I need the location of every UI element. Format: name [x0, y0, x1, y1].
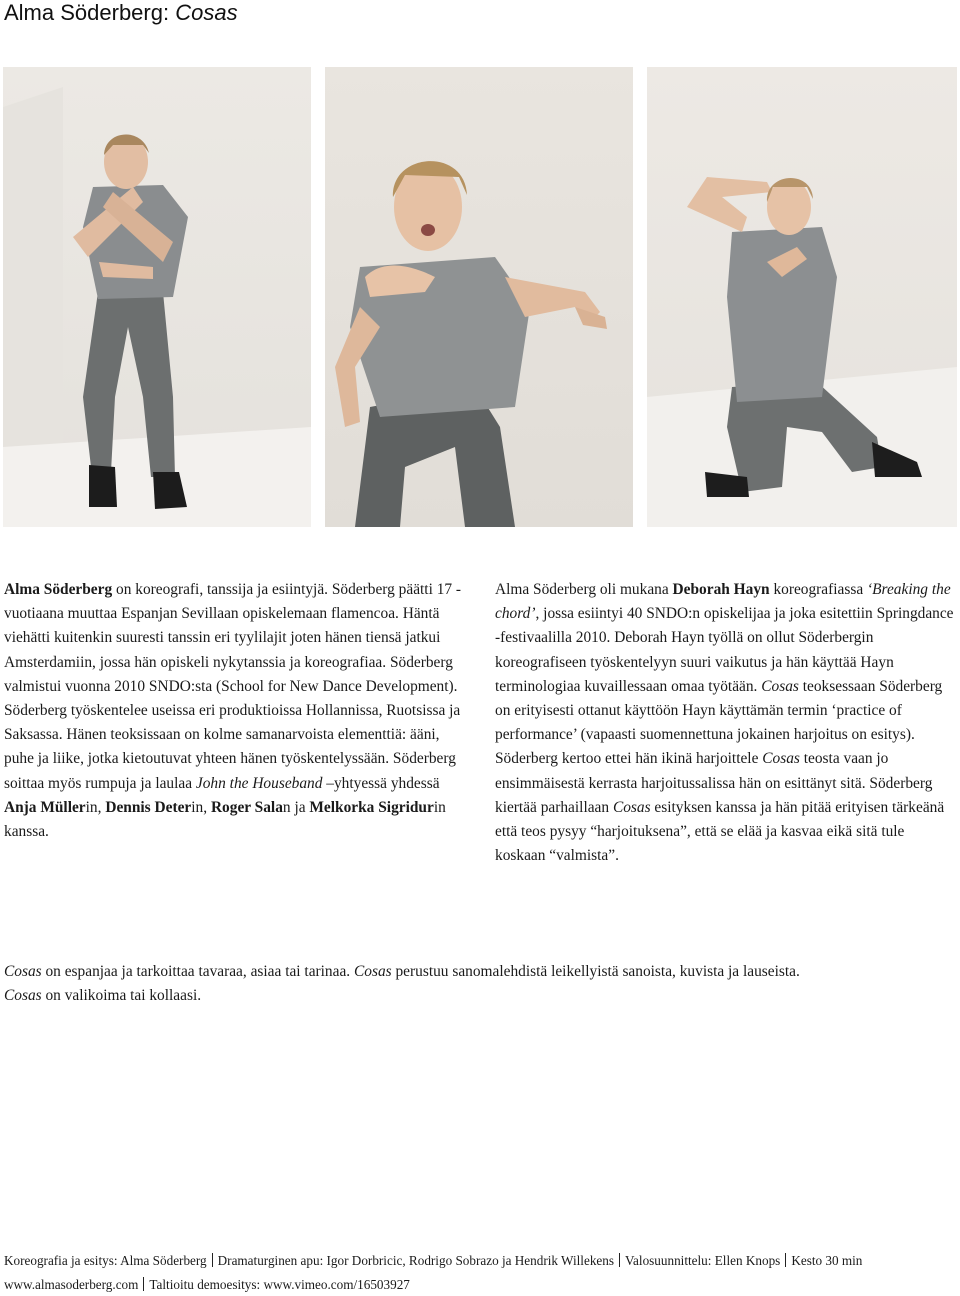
deborah-hay: Deborah Hayn [672, 581, 770, 598]
bandmate-4: Melkorka Sigridur [309, 798, 434, 816]
cosas-italic-3: Cosas [612, 798, 651, 816]
dancer-photo-1 [3, 67, 311, 527]
note-text-b: perustuu sanomalehdistä leikellyistä sanoista, kuvista ja lauseista. [391, 963, 800, 980]
work-text-d: teoksessaan Söderberg on erityisesti ottanut käyttöön Hayn käyttämän termin ‘practice of performance’ (vapaasti suomennettuna jokainen harjoitus on esitys). Söderberg kertoo ettei hän ikinä harjoittele [495, 677, 943, 768]
links-line [4, 1276, 410, 1294]
band-name: John the Houseband [195, 774, 323, 792]
note-text-c: on valikoima tai kollaasi. [41, 987, 202, 1005]
suffix-1: in, [85, 798, 102, 816]
work-text-a: Alma Söderberg oli mukana [495, 581, 673, 598]
work-text-c: , jossa esiintyi 40 SNDO:n opiskelijaa ja joka esitettiin Springdance -festivaalilla 2010. Deborah Hayn työllä on ollut Söderbergin koreografiseen työskentelyyn suuri vaikutus ja hän käyttää Hayn terminologiaa kuvaillessaan omaa työtään. [495, 605, 954, 695]
dancer-photo-2 [325, 67, 633, 527]
bandmate-3: Roger Sala [210, 798, 283, 816]
artist-name: Alma Söderberg: [4, 0, 170, 25]
divider [143, 1277, 144, 1291]
cosas-definition [4, 960, 954, 1008]
work-title: Cosas [175, 0, 238, 25]
recording-link[interactable]: Taltioitu demoesitys: www.vimeo.com/16503927 [149, 1277, 410, 1292]
divider [619, 1253, 620, 1267]
divider [212, 1253, 213, 1267]
breaking-the-chord: ‘Breaking the chord’ [495, 581, 951, 623]
suffix-3: n ja [282, 798, 310, 816]
suffix-2: in, [191, 798, 211, 816]
cosas-italic-2: Cosas [762, 750, 800, 768]
note-cosas-2: Cosas [354, 963, 392, 980]
work-paragraph [495, 578, 957, 868]
note-cosas-3: Cosas [4, 987, 42, 1005]
bandmate-2: Dennis Deter [105, 798, 192, 816]
note-text-a: on espanjaa ja tarkoittaa tavaraa, asiaa tai tarinaa. [41, 963, 354, 980]
bandmate-1: Anja Müller [4, 798, 86, 816]
bio-text-1: on koreografi, tanssija ja esiintyjä. Söderberg päätti 17 -vuotiaana muuttaa Espanjan Sevillaan opiskelemaan flamencoa. Häntä viehätti kuitenkin suuresti tanssin eri tyylilajit joten hänen tiensä jatkui Amsterdamiin, jossa hän opiskeli nykytanssia ja koreografiaa. Söderberg valmistui vuonna 2010 SNDO:sta (School for New Dance Development). Söderberg työskentelee useissa eri produktioissa Hollannissa, Ruotsissa ja Saksassa. Hänen teoksissaan on kolme samanarvoista elementtiä: ääni, puhe ja liike, jotka kietoutuvat yhteen hänen työskentelyssään. Söderberg soittaa myös rumpuja ja laulaa [4, 581, 462, 792]
artist-name-bold: Alma Söderberg [4, 581, 113, 598]
credit-duration: Kesto 30 min [791, 1253, 863, 1268]
work-text-f: esityksen kanssa ja hän pitää erityisen tärkeänä että teos pysyy “harjoituksena”, että se elää ja kasvaa eikä sitä tule koskaan “valmista”. [495, 798, 945, 865]
credit-choreography: Koreografia ja esitys: Alma Söderberg [4, 1253, 207, 1268]
bio-text-2: –yhtyessä yhdessä [322, 774, 440, 792]
page-title [4, 0, 238, 26]
work-text-e: teosta vaan jo ensimmäisestä kerrasta harjoitussalissa hän on esittänyt sitä. Söderberg kiertää parhaillaan [495, 750, 933, 816]
website-link[interactable]: www.almasoderberg.com [4, 1277, 139, 1292]
bio-paragraph [4, 578, 466, 844]
credits-line [4, 1252, 960, 1270]
divider [785, 1253, 786, 1267]
work-text-b: koreografiassa [769, 581, 868, 598]
cosas-italic-1: Cosas [761, 677, 799, 695]
suffix-4: in kanssa. [4, 798, 446, 841]
note-cosas-1: Cosas [4, 963, 42, 980]
dancer-photo-3 [647, 67, 957, 527]
credit-dramaturgy: Dramaturginen apu: Igor Dorbricic, Rodrigo Sobrazo ja Hendrik Willekens [217, 1253, 614, 1268]
credit-lighting: Valosuunnittelu: Ellen Knops [625, 1253, 781, 1268]
